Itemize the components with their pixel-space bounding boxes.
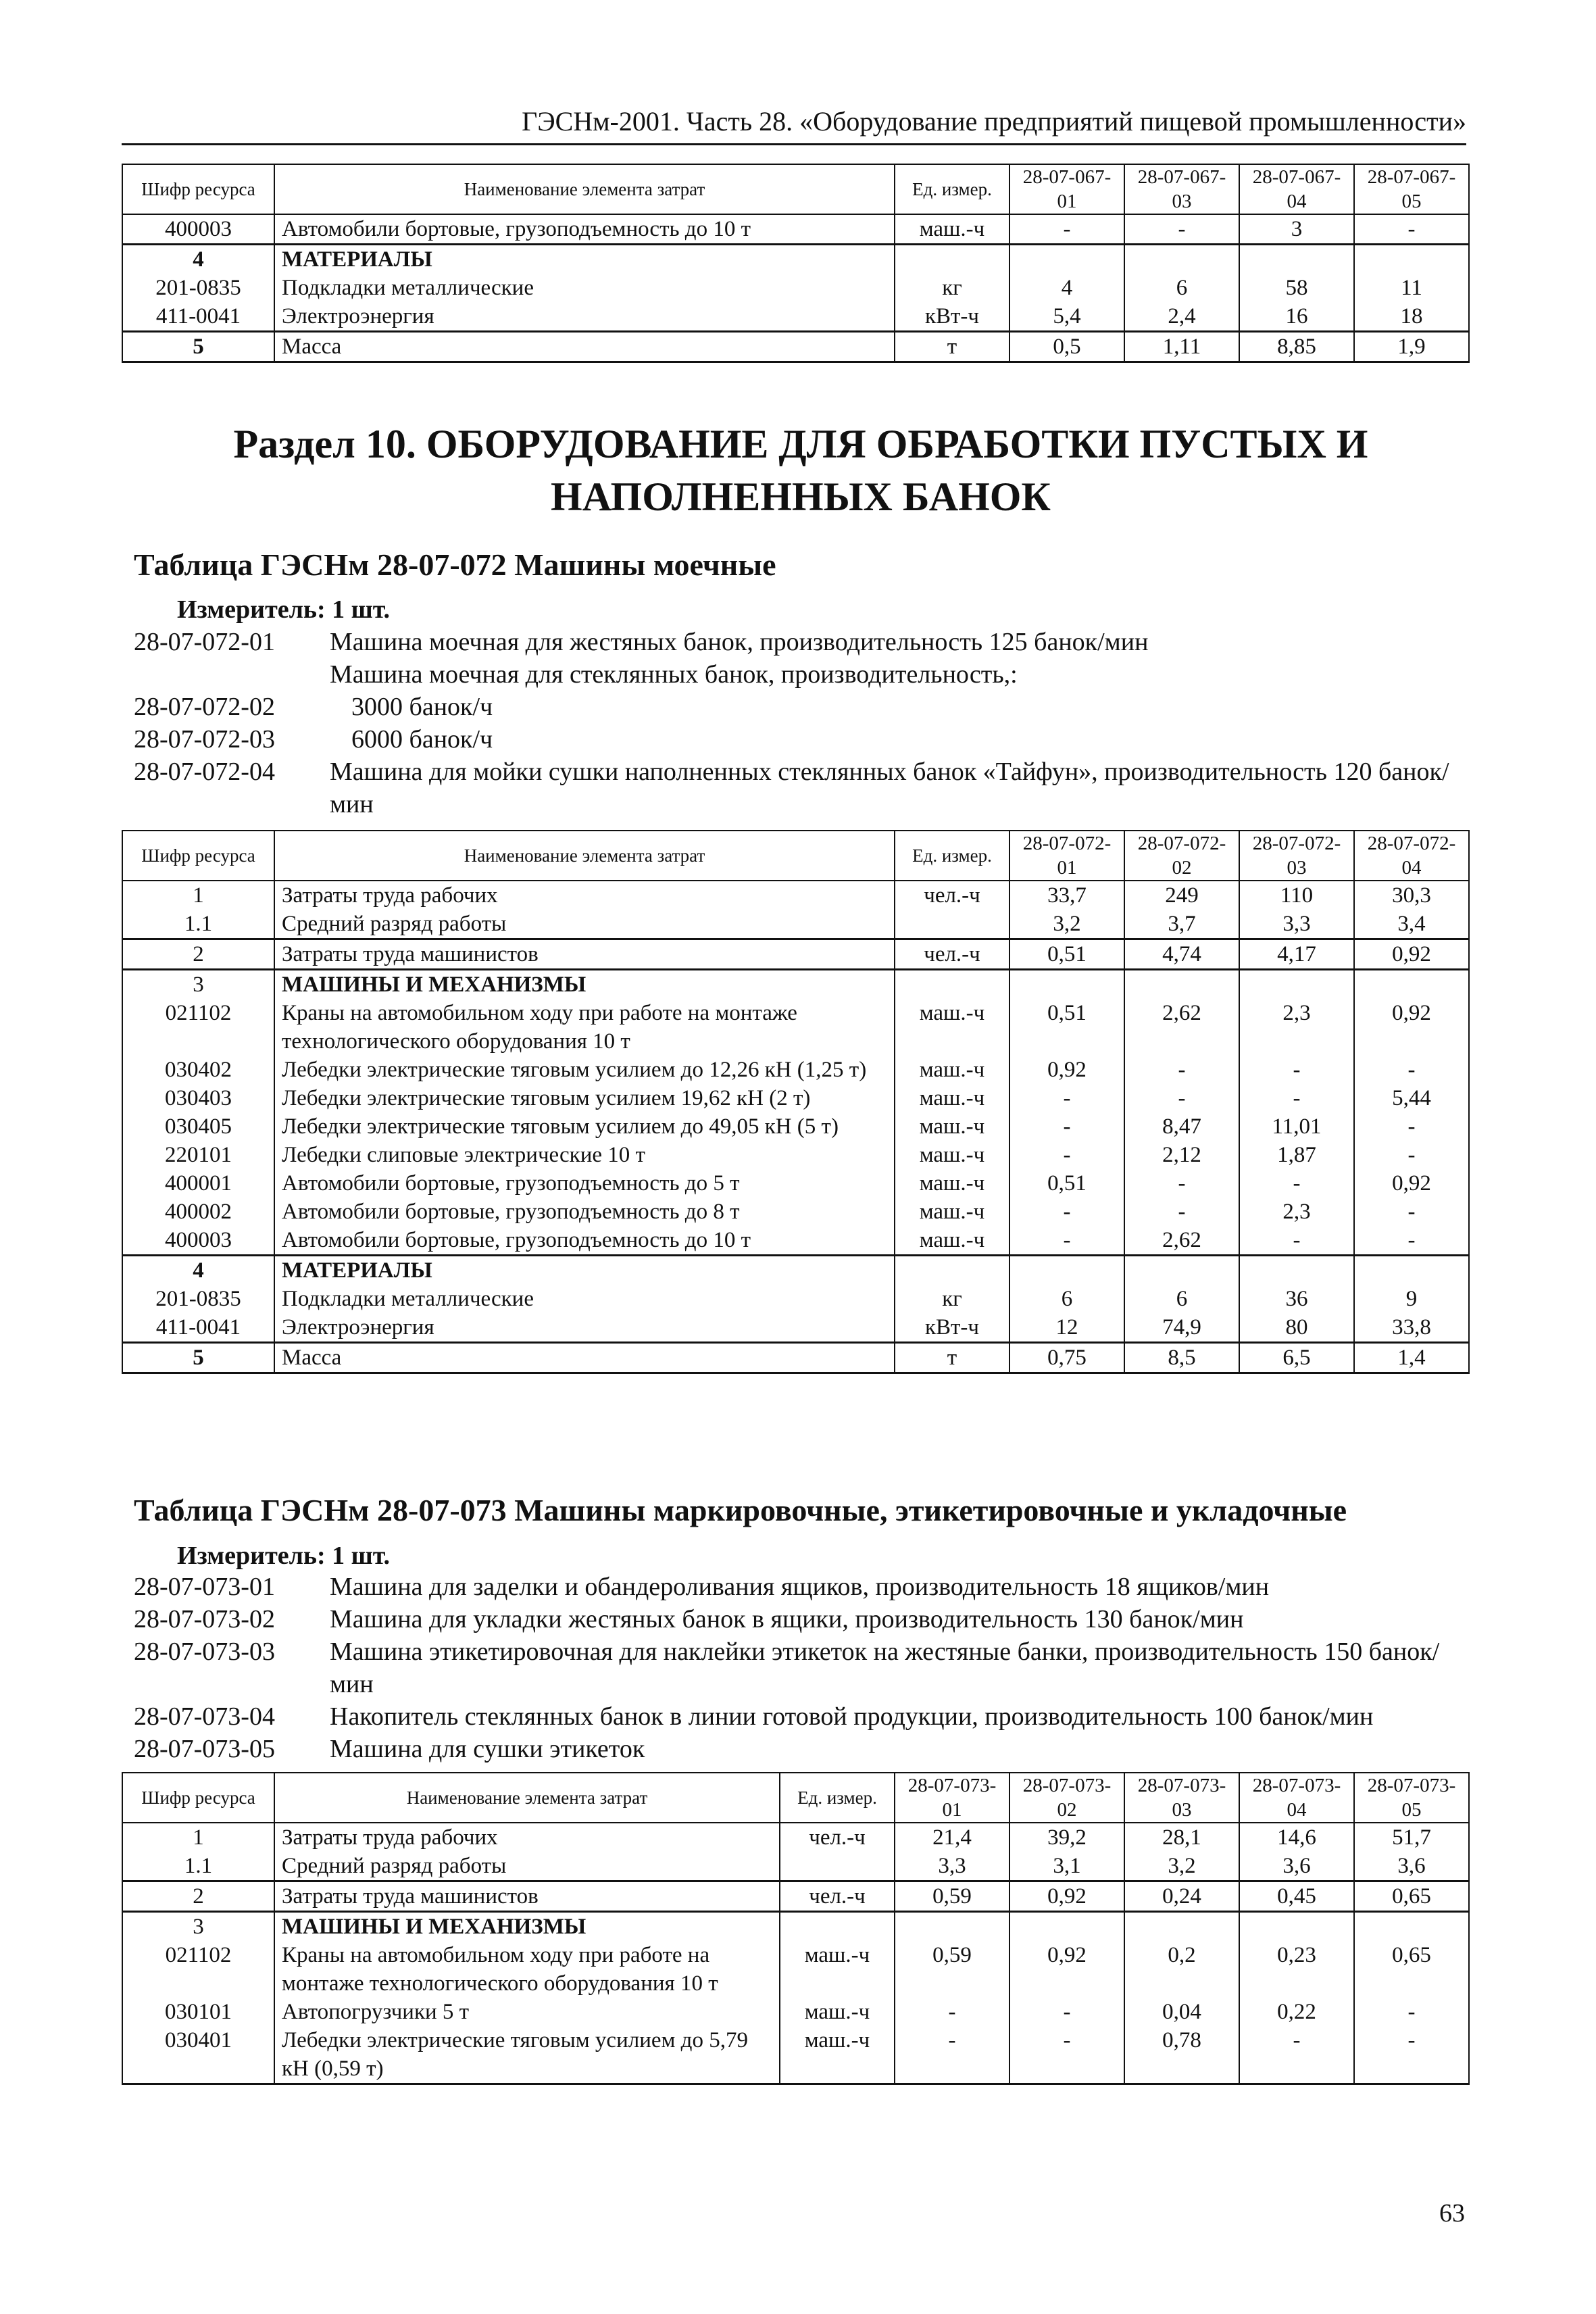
table-row (122, 1169, 1469, 1198)
cell-name: Автомобили бортовые, грузоподъемность до 8 т (274, 1198, 895, 1226)
cell-value: 5,4 (1009, 302, 1124, 332)
cell-value: 8,47 (1124, 1112, 1239, 1141)
cell-value: 3,6 (1354, 1852, 1469, 1881)
cell-value: 74,9 (1124, 1313, 1239, 1343)
cell-value: - (1124, 1169, 1239, 1198)
table-072-measure: Измеритель: 1 шт. (177, 595, 391, 624)
cell-name: Затраты труда рабочих (274, 881, 895, 910)
cell-value: 3,2 (1124, 1852, 1239, 1881)
list-item (134, 756, 1478, 820)
table-row (122, 245, 1469, 274)
cell-value: - (1009, 1226, 1124, 1256)
cell-value: 33,7 (1009, 881, 1124, 910)
cell-value: 39,2 (1009, 1823, 1124, 1852)
table-row (122, 1823, 1469, 1852)
cell-value: 0,92 (1354, 999, 1469, 1056)
cell-value: - (1009, 1112, 1124, 1141)
table-row (122, 1226, 1469, 1256)
cell-name: Автопогрузчики 5 т (274, 1998, 780, 2026)
cell-name: Автомобили бортовые, грузоподъемность до 10 т (274, 1226, 895, 1256)
cell-unit (895, 910, 1009, 939)
cell-unit: чел.-ч (780, 1881, 895, 1912)
cell-value: 2,3 (1239, 1198, 1354, 1226)
item-text: 6000 банок/ч (351, 725, 493, 754)
col-header-rate: 28-07-072-02 (1124, 831, 1239, 881)
col-header-unit: Ед. измер. (780, 1773, 895, 1823)
cell-value (895, 1912, 1009, 1942)
cell-value (1354, 1256, 1469, 1285)
cell-value: 28,1 (1124, 1823, 1239, 1852)
cell-value: - (1354, 214, 1469, 245)
cell-name: Средний разряд работы (274, 1852, 780, 1881)
cell-unit: маш.-ч (895, 1141, 1009, 1169)
cell-code: 030101 (122, 1998, 274, 2026)
cell-code: 201-0835 (122, 274, 274, 302)
cell-name: МАТЕРИАЛЫ (274, 245, 895, 274)
cell-value: 21,4 (895, 1823, 1009, 1852)
cell-code: 400002 (122, 1198, 274, 1226)
cell-value: 110 (1239, 881, 1354, 910)
cell-code: 030405 (122, 1112, 274, 1141)
table-row (122, 1998, 1469, 2026)
table-row (122, 970, 1469, 1000)
cell-value: 0,51 (1009, 999, 1124, 1056)
page-number: 63 (1439, 2199, 1465, 2227)
table-row (122, 1941, 1469, 1998)
cell-value: - (1354, 1998, 1469, 2026)
cell-unit: кг (895, 274, 1009, 302)
list-item (134, 658, 1478, 691)
cell-value: 9 (1354, 1285, 1469, 1313)
col-header-unit: Ед. измер. (895, 164, 1009, 214)
item-text: Машина моечная для стеклянных банок, производительность,: (330, 660, 1018, 689)
list-item (134, 1635, 1478, 1700)
item-code: 28-07-073-01 (134, 1573, 275, 1601)
cell-value: - (1239, 1169, 1354, 1198)
item-code: 28-07-073-04 (134, 1702, 275, 1731)
cell-unit: чел.-ч (780, 1823, 895, 1852)
table-28-07-073 (122, 1772, 1470, 2085)
cell-value (1124, 970, 1239, 1000)
cell-value: 3 (1239, 214, 1354, 245)
cell-unit (895, 1256, 1009, 1285)
cell-unit: кВт-ч (895, 302, 1009, 332)
cell-value: 3,7 (1124, 910, 1239, 939)
cell-value: 3,1 (1009, 1852, 1124, 1881)
table-row (122, 999, 1469, 1056)
cell-value: 0,92 (1354, 939, 1469, 970)
col-header-rate: 28-07-072-03 (1239, 831, 1354, 881)
cell-name: Лебедки слиповые электрические 10 т (274, 1141, 895, 1169)
cell-value (1009, 1912, 1124, 1942)
cell-value: 0,92 (1009, 1881, 1124, 1912)
col-header-rate: 28-07-067-05 (1354, 164, 1469, 214)
cell-value: - (1354, 1112, 1469, 1141)
col-header-name: Наименование элемента затрат (274, 831, 895, 881)
cell-value: 6 (1009, 1285, 1124, 1313)
cell-value: 3,4 (1354, 910, 1469, 939)
cell-value: - (1239, 1056, 1354, 1084)
cell-value: - (1009, 1084, 1124, 1112)
cell-unit: маш.-ч (895, 1056, 1009, 1084)
col-header-rate: 28-07-073-03 (1124, 1773, 1239, 1823)
cell-name: Затраты труда машинистов (274, 939, 895, 970)
cell-unit: чел.-ч (895, 881, 1009, 910)
cell-value: 0,59 (895, 1941, 1009, 1998)
cell-value: 1,11 (1124, 332, 1239, 362)
list-item (134, 691, 1478, 723)
cell-value: - (1124, 1084, 1239, 1112)
table-073-title: Таблица ГЭСНм 28-07-073 Машины маркировочные, этикетировочные и укладочные (134, 1493, 1347, 1527)
cell-value: 0,24 (1124, 1881, 1239, 1912)
cell-unit: чел.-ч (895, 939, 1009, 970)
cell-code: 1.1 (122, 1852, 274, 1881)
cell-value: 2,4 (1124, 302, 1239, 332)
cell-code: 030401 (122, 2026, 274, 2084)
col-header-code: Шифр ресурса (122, 1773, 274, 1823)
cell-value: 3,3 (1239, 910, 1354, 939)
cell-value: 3,2 (1009, 910, 1124, 939)
cell-value: 6,5 (1239, 1343, 1354, 1373)
cell-value (1354, 970, 1469, 1000)
cell-code: 4 (122, 1256, 274, 1285)
cell-name: МАТЕРИАЛЫ (274, 1256, 895, 1285)
cell-value: 3,6 (1239, 1852, 1354, 1881)
cell-code: 411-0041 (122, 1313, 274, 1343)
cell-value (1239, 970, 1354, 1000)
list-item (134, 723, 1478, 756)
item-text: Машина этикетировочная для наклейки этикеток на жестяные банки, производительность 150 банок/мин (330, 1638, 1440, 1698)
table-row (122, 1912, 1469, 1942)
cell-value: 58 (1239, 274, 1354, 302)
cell-value: 12 (1009, 1313, 1124, 1343)
cell-value: 16 (1239, 302, 1354, 332)
cell-code: 1.1 (122, 910, 274, 939)
cell-value: - (1354, 1198, 1469, 1226)
cell-value (1239, 1256, 1354, 1285)
cell-unit: маш.-ч (895, 1084, 1009, 1112)
cell-value: - (1009, 1141, 1124, 1169)
cell-value: 51,7 (1354, 1823, 1469, 1852)
cell-name: Затраты труда машинистов (274, 1881, 780, 1912)
item-code: 28-07-073-05 (134, 1735, 275, 1763)
table-row (122, 332, 1469, 362)
cell-value: - (1239, 2026, 1354, 2084)
cell-value: 0,59 (895, 1881, 1009, 1912)
cell-code: 2 (122, 939, 274, 970)
table-073-measure: Измеритель: 1 шт. (177, 1542, 391, 1570)
item-text: 3000 банок/ч (351, 693, 493, 721)
item-text: Машина моечная для жестяных банок, производительность 125 банок/мин (330, 628, 1149, 656)
cell-value: 14,6 (1239, 1823, 1354, 1852)
cell-value: 2,62 (1124, 999, 1239, 1056)
cell-code: 1 (122, 1823, 274, 1852)
cell-value: 1,4 (1354, 1343, 1469, 1373)
cell-value: 0,75 (1009, 1343, 1124, 1373)
col-header-rate: 28-07-073-04 (1239, 1773, 1354, 1823)
cell-unit: маш.-ч (895, 999, 1009, 1056)
cell-value: 0,92 (1009, 1056, 1124, 1084)
cell-unit: кг (895, 1285, 1009, 1313)
cell-value: 4,74 (1124, 939, 1239, 970)
table-row (122, 274, 1469, 302)
cell-value: - (1354, 1056, 1469, 1084)
cell-value: 8,5 (1124, 1343, 1239, 1373)
cell-value: - (1124, 214, 1239, 245)
cell-unit (780, 1912, 895, 1942)
cell-name: Средний разряд работы (274, 910, 895, 939)
cell-value: 4,17 (1239, 939, 1354, 970)
cell-value: - (1124, 1056, 1239, 1084)
item-text: Накопитель стеклянных банок в линии готовой продукции, производительность 100 банок/мин (330, 1702, 1374, 1731)
table-row (122, 1141, 1469, 1169)
cell-name: МАШИНЫ И МЕХАНИЗМЫ (274, 970, 895, 1000)
table-28-07-067 (122, 164, 1470, 363)
cell-value: 0,51 (1009, 1169, 1124, 1198)
cell-value: 2,12 (1124, 1141, 1239, 1169)
table-row (122, 1084, 1469, 1112)
cell-value (1009, 1256, 1124, 1285)
cell-unit (895, 245, 1009, 274)
cell-value: 0,04 (1124, 1998, 1239, 2026)
cell-value: 5,44 (1354, 1084, 1469, 1112)
cell-name: Краны на автомобильном ходу при работе на монтаже технологического оборудования 10 т (274, 1941, 780, 1998)
table-row (122, 881, 1469, 910)
cell-value (1124, 1912, 1239, 1942)
cell-value: 3,3 (895, 1852, 1009, 1881)
cell-code: 4 (122, 245, 274, 274)
cell-value (1239, 245, 1354, 274)
table-072-title: Таблица ГЭСНм 28-07-072 Машины моечные (134, 547, 776, 582)
cell-value: 0,92 (1354, 1169, 1469, 1198)
col-header-rate: 28-07-072-04 (1354, 831, 1469, 881)
running-header: ГЭСНм-2001. Часть 28. «Оборудование предприятий пищевой промышленности» (122, 101, 1466, 145)
table-row (122, 939, 1469, 970)
cell-name: Подкладки металлические (274, 274, 895, 302)
table-row (122, 1112, 1469, 1141)
cell-value: - (1239, 1084, 1354, 1112)
cell-name: МАШИНЫ И МЕХАНИЗМЫ (274, 1912, 780, 1942)
cell-value: 2,3 (1239, 999, 1354, 1056)
cell-name: Лебедки электрические тяговым усилием 19,62 кН (2 т) (274, 1084, 895, 1112)
cell-unit (780, 1852, 895, 1881)
table-row (122, 214, 1469, 245)
cell-code: 1 (122, 881, 274, 910)
table-28-07-072 (122, 830, 1470, 1374)
table-row (122, 1198, 1469, 1226)
cell-unit: маш.-ч (895, 1198, 1009, 1226)
item-text: Машина для сушки этикеток (330, 1735, 645, 1763)
cell-value (1009, 245, 1124, 274)
cell-unit: маш.-ч (895, 1169, 1009, 1198)
table-row (122, 1056, 1469, 1084)
item-code: 28-07-073-03 (134, 1638, 275, 1666)
table-row (122, 1343, 1469, 1373)
cell-unit: маш.-ч (780, 1941, 895, 1998)
cell-value: - (1009, 214, 1124, 245)
cell-value: - (1354, 1141, 1469, 1169)
cell-unit: маш.-ч (780, 1998, 895, 2026)
cell-code: 2 (122, 1881, 274, 1912)
section-title: Раздел 10. ОБОРУДОВАНИЕ ДЛЯ ОБРАБОТКИ ПУСТЫХ И НАПОЛНЕННЫХ БАНОК (233, 422, 1368, 519)
item-code: 28-07-072-04 (134, 758, 275, 786)
list-item (134, 1733, 1478, 1765)
cell-name: Электроэнергия (274, 302, 895, 332)
item-code: 28-07-072-02 (134, 693, 275, 721)
cell-name: Масса (274, 332, 895, 362)
cell-value: 249 (1124, 881, 1239, 910)
item-text: Машина для заделки и обандероливания ящиков, производительность 18 ящиков/мин (330, 1573, 1270, 1601)
cell-value (1124, 1256, 1239, 1285)
cell-value: - (1009, 1998, 1124, 2026)
cell-code: 411-0041 (122, 302, 274, 332)
col-header-code: Шифр ресурса (122, 164, 274, 214)
cell-value: 0,65 (1354, 1881, 1469, 1912)
cell-code: 5 (122, 1343, 274, 1373)
table-row (122, 1285, 1469, 1313)
cell-code: 3 (122, 1912, 274, 1942)
cell-name: Масса (274, 1343, 895, 1373)
table-row (122, 1313, 1469, 1343)
cell-unit: маш.-ч (780, 2026, 895, 2084)
cell-value: - (1009, 1198, 1124, 1226)
cell-value: 33,8 (1354, 1313, 1469, 1343)
table-row (122, 910, 1469, 939)
table-row (122, 2026, 1469, 2084)
cell-value: - (1354, 1226, 1469, 1256)
cell-value (1124, 245, 1239, 274)
col-header-rate: 28-07-073-01 (895, 1773, 1009, 1823)
cell-value: 6 (1124, 274, 1239, 302)
cell-value: 2,62 (1124, 1226, 1239, 1256)
cell-unit: кВт-ч (895, 1313, 1009, 1343)
cell-unit: т (895, 332, 1009, 362)
col-header-code: Шифр ресурса (122, 831, 274, 881)
cell-name: Автомобили бортовые, грузоподъемность до 10 т (274, 214, 895, 245)
col-header-rate: 28-07-067-01 (1009, 164, 1124, 214)
cell-unit: маш.-ч (895, 1112, 1009, 1141)
cell-value: 0,78 (1124, 2026, 1239, 2084)
cell-value: - (1239, 1226, 1354, 1256)
cell-code: 021102 (122, 1941, 274, 1998)
list-item (134, 1700, 1478, 1733)
cell-value: 0,5 (1009, 332, 1124, 362)
cell-value: 0,2 (1124, 1941, 1239, 1998)
cell-value: 6 (1124, 1285, 1239, 1313)
cell-name: Затраты труда рабочих (274, 1823, 780, 1852)
cell-unit: маш.-ч (895, 1226, 1009, 1256)
cell-value: 11 (1354, 274, 1469, 302)
cell-code: 400003 (122, 214, 274, 245)
cell-name: Лебедки электрические тяговым усилием до 5,79 кН (0,59 т) (274, 2026, 780, 2084)
cell-value: - (895, 2026, 1009, 2084)
list-item (134, 626, 1478, 658)
cell-value: 30,3 (1354, 881, 1469, 910)
cell-code: 030403 (122, 1084, 274, 1112)
cell-code: 3 (122, 970, 274, 1000)
item-text: Машина для мойки сушки наполненных стеклянных банок «Тайфун», производительность 120 банок/мин (330, 758, 1449, 818)
cell-value (1009, 970, 1124, 1000)
cell-code: 5 (122, 332, 274, 362)
col-header-rate: 28-07-067-04 (1239, 164, 1354, 214)
cell-value: 0,92 (1009, 1941, 1124, 1998)
cell-code: 201-0835 (122, 1285, 274, 1313)
cell-value: 1,9 (1354, 332, 1469, 362)
cell-name: Подкладки металлические (274, 1285, 895, 1313)
col-header-name: Наименование элемента затрат (274, 1773, 780, 1823)
cell-value: 80 (1239, 1313, 1354, 1343)
cell-value: 0,22 (1239, 1998, 1354, 2026)
list-item (134, 1571, 1478, 1603)
cell-name: Лебедки электрические тяговым усилием до 12,26 кН (1,25 т) (274, 1056, 895, 1084)
cell-name: Автомобили бортовые, грузоподъемность до 5 т (274, 1169, 895, 1198)
col-header-rate: 28-07-073-05 (1354, 1773, 1469, 1823)
cell-unit: маш.-ч (895, 214, 1009, 245)
cell-name: Краны на автомобильном ходу при работе на монтаже технологического оборудования 10 т (274, 999, 895, 1056)
cell-value: 11,01 (1239, 1112, 1354, 1141)
item-code: 28-07-073-02 (134, 1605, 275, 1633)
cell-value: - (1009, 2026, 1124, 2084)
cell-code: 400003 (122, 1226, 274, 1256)
cell-code: 400001 (122, 1169, 274, 1198)
item-text: Машина для укладки жестяных банок в ящики, производительность 130 банок/мин (330, 1605, 1244, 1633)
cell-value (1239, 1912, 1354, 1942)
cell-value: - (895, 1998, 1009, 2026)
item-code: 28-07-072-01 (134, 628, 275, 656)
cell-value: 18 (1354, 302, 1469, 332)
cell-value: 4 (1009, 274, 1124, 302)
table-row (122, 1852, 1469, 1881)
list-item (134, 1603, 1478, 1635)
table-row (122, 1256, 1469, 1285)
cell-name: Лебедки электрические тяговым усилием до 49,05 кН (5 т) (274, 1112, 895, 1141)
cell-value (1354, 245, 1469, 274)
col-header-rate: 28-07-073-02 (1009, 1773, 1124, 1823)
item-code: 28-07-072-03 (134, 725, 275, 754)
col-header-unit: Ед. измер. (895, 831, 1009, 881)
cell-value: - (1124, 1198, 1239, 1226)
cell-value: 1,87 (1239, 1141, 1354, 1169)
cell-code: 220101 (122, 1141, 274, 1169)
table-row (122, 302, 1469, 332)
col-header-rate: 28-07-067-03 (1124, 164, 1239, 214)
col-header-name: Наименование элемента затрат (274, 164, 895, 214)
cell-value: 0,45 (1239, 1881, 1354, 1912)
col-header-rate: 28-07-072-01 (1009, 831, 1124, 881)
cell-value (1354, 1912, 1469, 1942)
cell-value: 0,23 (1239, 1941, 1354, 1998)
cell-code: 021102 (122, 999, 274, 1056)
cell-code: 030402 (122, 1056, 274, 1084)
cell-value: 0,65 (1354, 1941, 1469, 1998)
cell-value: 8,85 (1239, 332, 1354, 362)
cell-value: 0,51 (1009, 939, 1124, 970)
cell-unit (895, 970, 1009, 1000)
cell-value: - (1354, 2026, 1469, 2084)
table-row (122, 1881, 1469, 1912)
cell-value: 36 (1239, 1285, 1354, 1313)
cell-name: Электроэнергия (274, 1313, 895, 1343)
cell-unit: т (895, 1343, 1009, 1373)
